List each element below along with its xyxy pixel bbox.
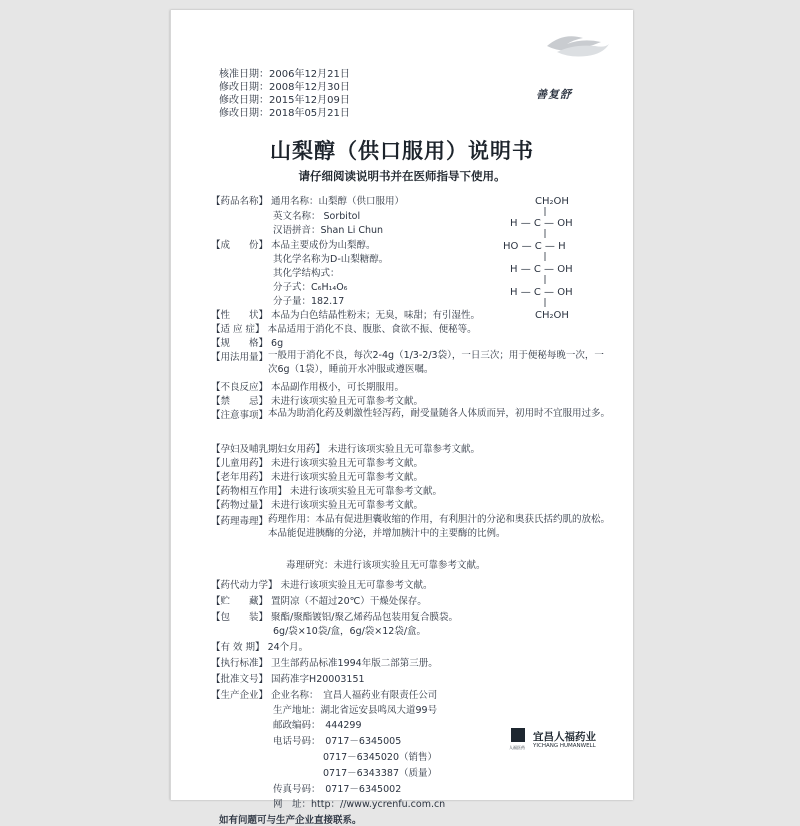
- elderly-section: [211, 469, 423, 483]
- section-label: 【有 效 期】: [211, 642, 265, 653]
- section-label: 【药理毒理】: [211, 516, 269, 527]
- humanwell-logo-icon: [511, 728, 525, 742]
- section-value: 国药准字H20003151: [271, 674, 365, 685]
- section-value: 卫生部药品标准1994年版二部第三册。: [271, 658, 438, 669]
- section-value: 未进行该项实验且无可靠参考文献。: [271, 472, 424, 483]
- company-logo-name: 宜昌人福药业: [533, 731, 596, 743]
- company-website: 网 址：http：//www.ycrenfu.com.cn: [273, 799, 446, 810]
- pregnancy-section: [211, 441, 480, 455]
- section-value: 未进行该项实验且无可靠参考文献。: [290, 486, 443, 497]
- contraindications-section: [211, 393, 423, 407]
- company-logo-small: 人福医药: [509, 745, 525, 750]
- section-label: 【性 状】: [211, 310, 269, 321]
- pinyin-name: 汉语拼音：Shan Li Chun: [273, 225, 384, 236]
- section-label: 【孕妇及哺乳期妇女用药】: [211, 444, 326, 455]
- section-label: 【规 格】: [211, 338, 269, 349]
- manufacturer-section: [211, 687, 437, 701]
- section-label: 【包 装】: [211, 612, 269, 623]
- molecular-weight: 分子量：182.17: [273, 296, 345, 307]
- indications-section: [211, 321, 477, 335]
- section-label: 【生产企业】: [211, 690, 269, 701]
- standard-section: [211, 655, 438, 669]
- section-value: 6g: [271, 338, 284, 349]
- section-value: 未进行该项实验且无可靠参考文献。: [271, 500, 424, 511]
- company-postcode: 邮政编码： 444299: [273, 720, 362, 731]
- section-value: 置阴凉（不超过20℃）干燥处保存。: [271, 596, 427, 607]
- approval-date: 核准日期：2006年12月21日: [219, 69, 350, 80]
- section-label: 【药代动力学】: [211, 580, 278, 591]
- section-label: 【药物相互作用】: [211, 486, 288, 497]
- precautions-section: [211, 407, 611, 421]
- validity-section: [211, 639, 308, 653]
- section-label: 【注意事项】: [211, 410, 269, 421]
- document-subtitle: 请仔细阅读说明书并在医师指导下使用。: [298, 169, 506, 183]
- section-label: 【不良反应】: [211, 382, 269, 393]
- structure-label: 其化学结构式：: [273, 268, 340, 279]
- toxicity-text: 毒理研究：未进行该项实验且无可靠参考文献。: [286, 560, 486, 571]
- brand-signature: 善复舒: [536, 88, 572, 101]
- section-value: 未进行该项实验且无可靠参考文献。: [271, 458, 424, 469]
- section-label: 【批准文号】: [211, 674, 269, 685]
- revision-date: 修改日期：2018年05月21日: [219, 108, 350, 119]
- company-name: 企业名称： 宜昌人福药业有限责任公司: [271, 690, 438, 701]
- section-label: 【用法用量】: [211, 352, 269, 363]
- generic-name: 通用名称：山梨醇（供口服用）: [271, 196, 405, 207]
- overdose-section: [211, 497, 423, 511]
- storage-section: [211, 593, 427, 607]
- formula-top-group: CH₂OH: [535, 196, 569, 207]
- section-label: 【儿童用药】: [211, 458, 269, 469]
- section-label: 【老年用药】: [211, 472, 269, 483]
- section-value: 未进行该项实验且无可靠参考文献。: [271, 396, 424, 407]
- hands-logo-icon: [543, 26, 613, 60]
- english-name: 英文名称： Sorbitol: [273, 211, 361, 222]
- interactions-section: [211, 483, 442, 497]
- composition-main: 本品主要成份为山梨醇。: [271, 240, 376, 251]
- section-label: 【成 份】: [211, 240, 269, 251]
- drug-name-section: [211, 193, 404, 207]
- company-address: 生产地址：湖北省远安县鸣凤大道99号: [273, 705, 438, 716]
- section-value: 未进行该项实验且无可靠参考文献。: [280, 580, 433, 591]
- approval-section: [211, 671, 365, 685]
- section-label: 【药物过量】: [211, 500, 269, 511]
- children-section: [211, 455, 423, 469]
- section-label: 【药品名称】: [211, 196, 269, 207]
- section-value: 本品副作用极小，可长期服用。: [271, 382, 405, 393]
- footer-note: 如有问题可与生产企业直接联系。: [219, 815, 362, 826]
- company-phone: 电话号码： 0717－6345005: [273, 736, 402, 747]
- properties-section: [211, 307, 480, 321]
- toxicology-section: [211, 513, 611, 541]
- usage-section: [211, 349, 611, 377]
- package-spec: 6g/袋×10袋/盒，6g/袋×12袋/盒。: [273, 626, 427, 637]
- formula-bottom-group: CH₂OH: [535, 310, 569, 321]
- revision-dates: [219, 68, 350, 120]
- structural-formula: [503, 194, 623, 334]
- package-material: 聚酯/聚酯镀铝/聚乙烯药品包装用复合膜袋。: [271, 612, 458, 623]
- section-label: 【执行标准】: [211, 658, 269, 669]
- formula-row: HO — C — H: [503, 241, 566, 252]
- revision-date: 修改日期：2015年12月09日: [219, 95, 350, 106]
- formula-row: H — C — OH: [510, 264, 573, 275]
- section-value: 本品为助消化药及刺激性轻泻药，耐受量随各人体质而异，初用时不宜服用过多。: [268, 408, 611, 419]
- section-value: 本品为白色结晶性粉末；无臭，味甜；有引湿性。: [271, 310, 481, 321]
- pharmacology-text: 药理作用：本品有促进胆囊收缩的作用，有利胆汁的分泌和奥获氏括约肌的放松。本品能促进胰酶的分泌，并增加胰汁中的主要酶的比例。: [268, 514, 611, 539]
- leaflet-sheet: [170, 10, 633, 826]
- document-title: 山梨醇（供口服用）说明书: [270, 139, 534, 163]
- section-value: 未进行该项实验且无可靠参考文献。: [328, 444, 481, 455]
- formula-row: H — C — OH: [510, 287, 573, 298]
- specification-section: [211, 335, 283, 349]
- composition-section: [211, 237, 376, 251]
- adverse-section: [211, 379, 404, 393]
- section-label: 【禁 忌】: [211, 396, 269, 407]
- section-value: 24个月。: [267, 642, 309, 653]
- section-value: 本品适用于消化不良、腹胀、食欲不振、便秘等。: [267, 324, 477, 335]
- section-value: 一般用于消化不良，每次2-4g（1/3-2/3袋），一日三次；用于便秘每晚一次，一次6g（1袋），睡前开水冲服或遵医嘱。: [268, 350, 604, 375]
- pharmacokinetics-section: [211, 577, 433, 591]
- company-phone-sales: 0717－6345020（销售）: [323, 752, 437, 763]
- section-label: 【贮 藏】: [211, 596, 269, 607]
- revision-date: 修改日期：2008年12月30日: [219, 82, 350, 93]
- molecular-formula: 分子式：C₆H₁₄O₆: [273, 282, 348, 293]
- company-fax: 传真号码： 0717－6345002: [273, 784, 402, 795]
- chemical-name: 其化学名称为D-山梨糖醇。: [273, 254, 389, 265]
- company-phone-quality: 0717－6343387（质量）: [323, 768, 437, 779]
- formula-row: H — C — OH: [510, 218, 573, 229]
- package-section: [211, 609, 458, 623]
- section-label: 【适 应 症】: [211, 324, 265, 335]
- company-logo-english: YICHANG HUMANWELL: [533, 743, 596, 749]
